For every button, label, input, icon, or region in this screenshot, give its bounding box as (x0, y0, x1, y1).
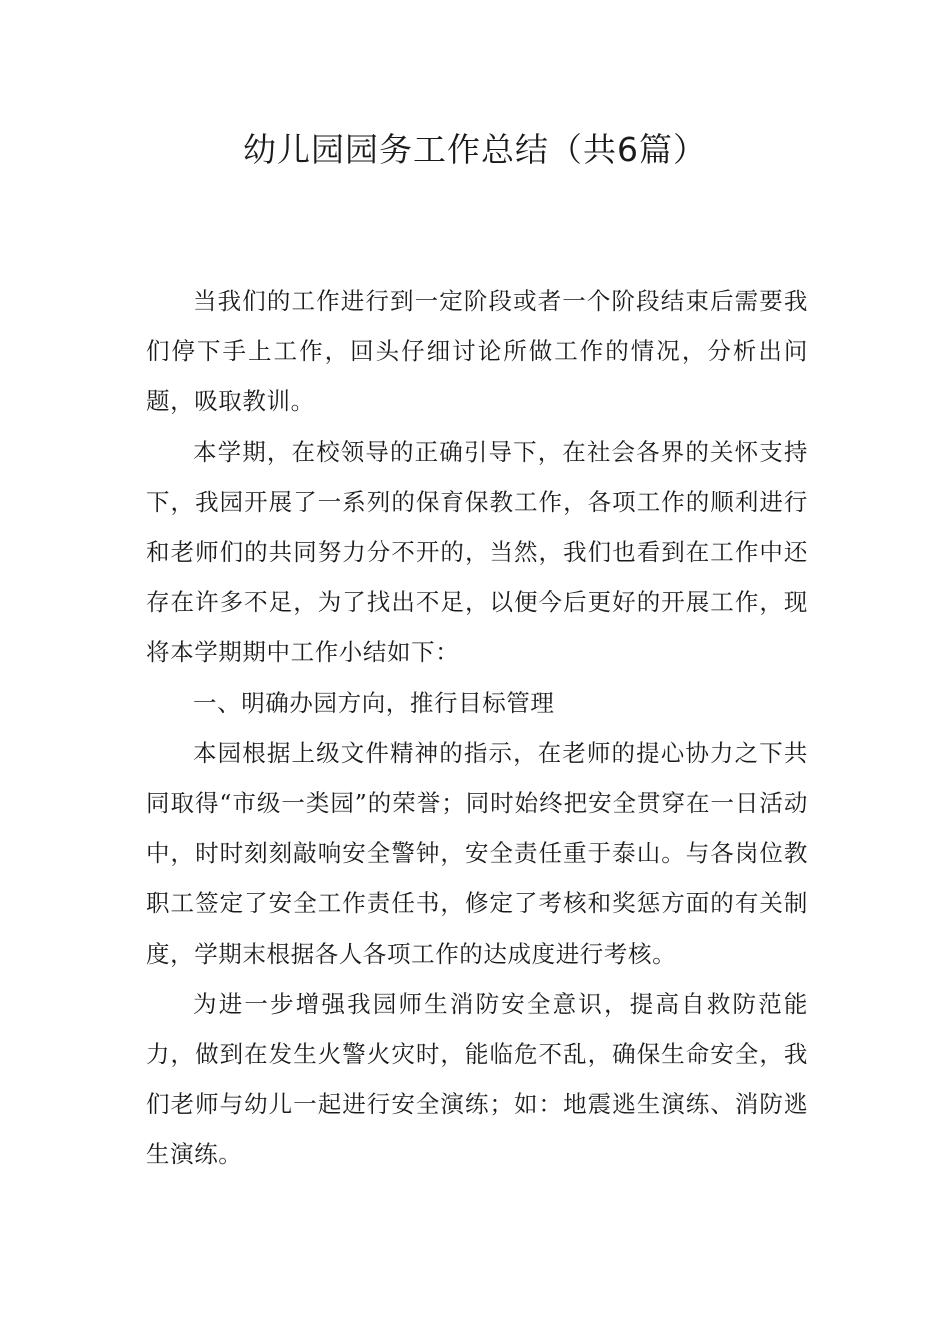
paragraph-management: 本园根据上级文件精神的指示，在老师的提心协力之下共同取得“市级一类园”的荣誉；同时始终把安全贯穿在一日活动中，时时刻刻敲响安全警钟，安全责任重于泰山。与各岗位教职工签定了安全工作责任书，修定了考核和奖惩方面的有关制度，学期末根据各人各项工作的达成度进行考核。 (146, 738, 808, 968)
paragraph-intro: 当我们的工作进行到一定阶段或者一个阶段结束后需要我们停下手上工作，回头仔细讨论所做工作的情况，分析出问题，吸取教训。 (146, 287, 808, 416)
document-body (146, 276, 808, 1180)
section-heading-1: 一、明确办园方向，推行目标管理 (193, 688, 555, 717)
paragraph-fire-safety: 为进一步增强我园师生消防安全意识，提高自救防范能力，做到在发生火警火灾时，能临危不乱，确保生命安全，我们老师与幼儿一起进行安全演练；如：地震逃生演练、消防逃生演练。 (146, 989, 808, 1169)
paragraph-semester-overview: 本学期，在校领导的正确引导下，在社会各界的关怀支持下，我园开展了一系列的保育保教工作，各项工作的顺利进行和老师们的共同努力分不开的，当然，我们也看到在工作中还存在许多不足，为了找出不足，以便今后更好的开展工作，现将本学期期中工作小结如下： (146, 437, 808, 667)
document-title: 幼儿园园务工作总结（共6篇） (243, 130, 707, 169)
